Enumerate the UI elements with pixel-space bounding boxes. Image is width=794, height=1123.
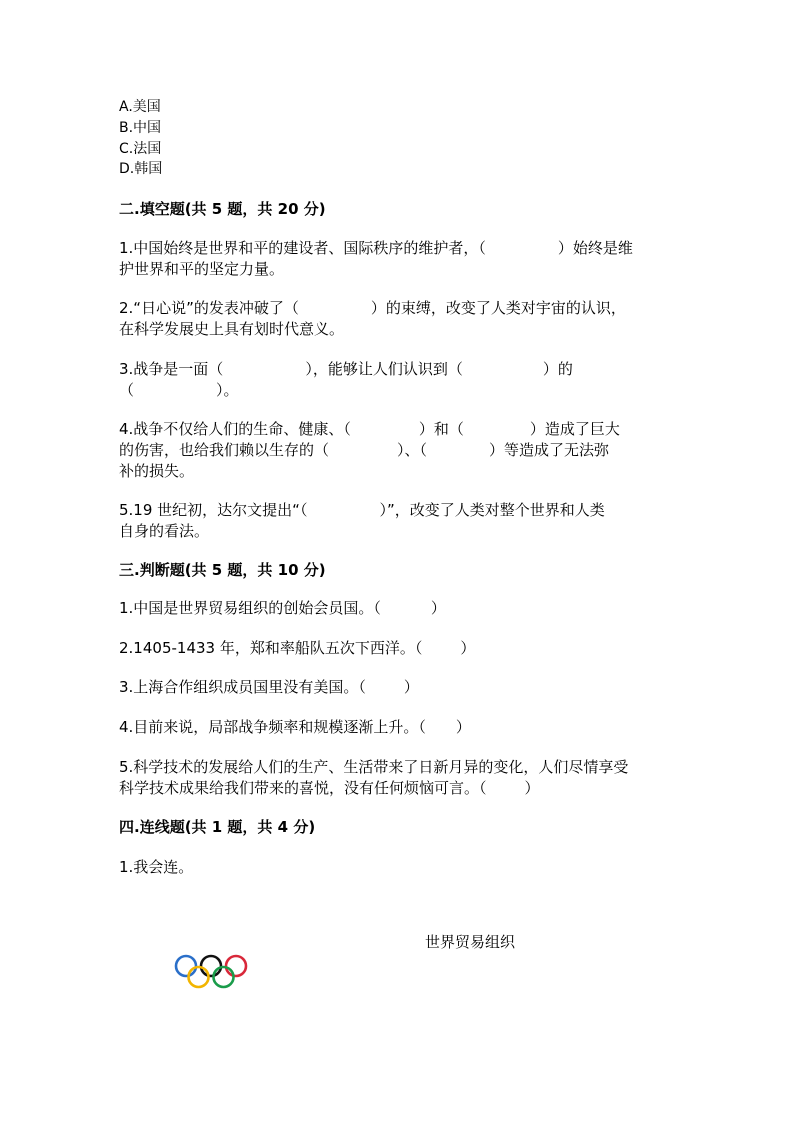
ring-blue bbox=[176, 956, 196, 976]
judge-question-5: 5.科学技术的发展给人们的生产、生活带来了日新月异的变化，人们尽情享受 科学技术成果给我们带来的喜悦，没有任何烦恼可言。（ ） bbox=[119, 758, 629, 797]
fill-question-1: 1.中国始终是世界和平的建设者、国际秩序的维护者，（ ）始终是维 护世界和平的坚定力量。 bbox=[119, 239, 633, 278]
ring-black bbox=[201, 956, 221, 976]
fill-question-4: 4.战争不仅给人们的生命、健康、（ ）和（ ）造成了巨大 的伤害，也给我们赖以生存的（ ）、（ ）等造成了无法弥 补的损失。 bbox=[119, 420, 620, 480]
option-c: C.法国 bbox=[119, 141, 162, 157]
option-d: D.韩国 bbox=[119, 161, 163, 177]
match-question-1: 1.我会连。 bbox=[119, 858, 194, 876]
fill-question-2: 2.“日心说”的发表冲破了（ ）的束缚，改变了人类对宇宙的认识， 在科学发展史上具有划时代意义。 bbox=[119, 299, 626, 338]
option-a: A.美国 bbox=[119, 99, 161, 115]
fill-question-5: 5.19 世纪初，达尔文提出“（ ）”，改变了人类对整个世界和人类 自身的看法。 bbox=[119, 501, 605, 540]
judge-question-4: 4.目前来说，局部战争频率和规模逐渐上升。（ ） bbox=[119, 718, 471, 736]
judge-question-3: 3.上海合作组织成员国里没有美国。（ ） bbox=[119, 678, 419, 696]
section-fill-title: 二.填空题(共 5 题，共 20 分) bbox=[119, 200, 326, 218]
olympic-rings-icon[interactable] bbox=[174, 954, 248, 990]
ring-green bbox=[214, 967, 234, 987]
option-b: B.中国 bbox=[119, 120, 162, 136]
judge-question-2: 2.1405-1433 年，郑和率船队五次下西洋。（ ） bbox=[119, 639, 476, 657]
ring-red bbox=[226, 956, 246, 976]
fill-question-3: 3.战争是一面（ ），能够让人们认识到（ ）的 （ ）。 bbox=[119, 360, 573, 399]
ring-yellow bbox=[189, 967, 209, 987]
section-judge-title: 三.判断题(共 5 题，共 10 分) bbox=[119, 561, 326, 579]
section-match-title: 四.连线题(共 1 题，共 4 分) bbox=[119, 818, 316, 836]
match-label-wto[interactable]: 世界贸易组织 bbox=[425, 933, 516, 951]
judge-question-1: 1.中国是世界贸易组织的创始会员国。（ ） bbox=[119, 599, 446, 617]
